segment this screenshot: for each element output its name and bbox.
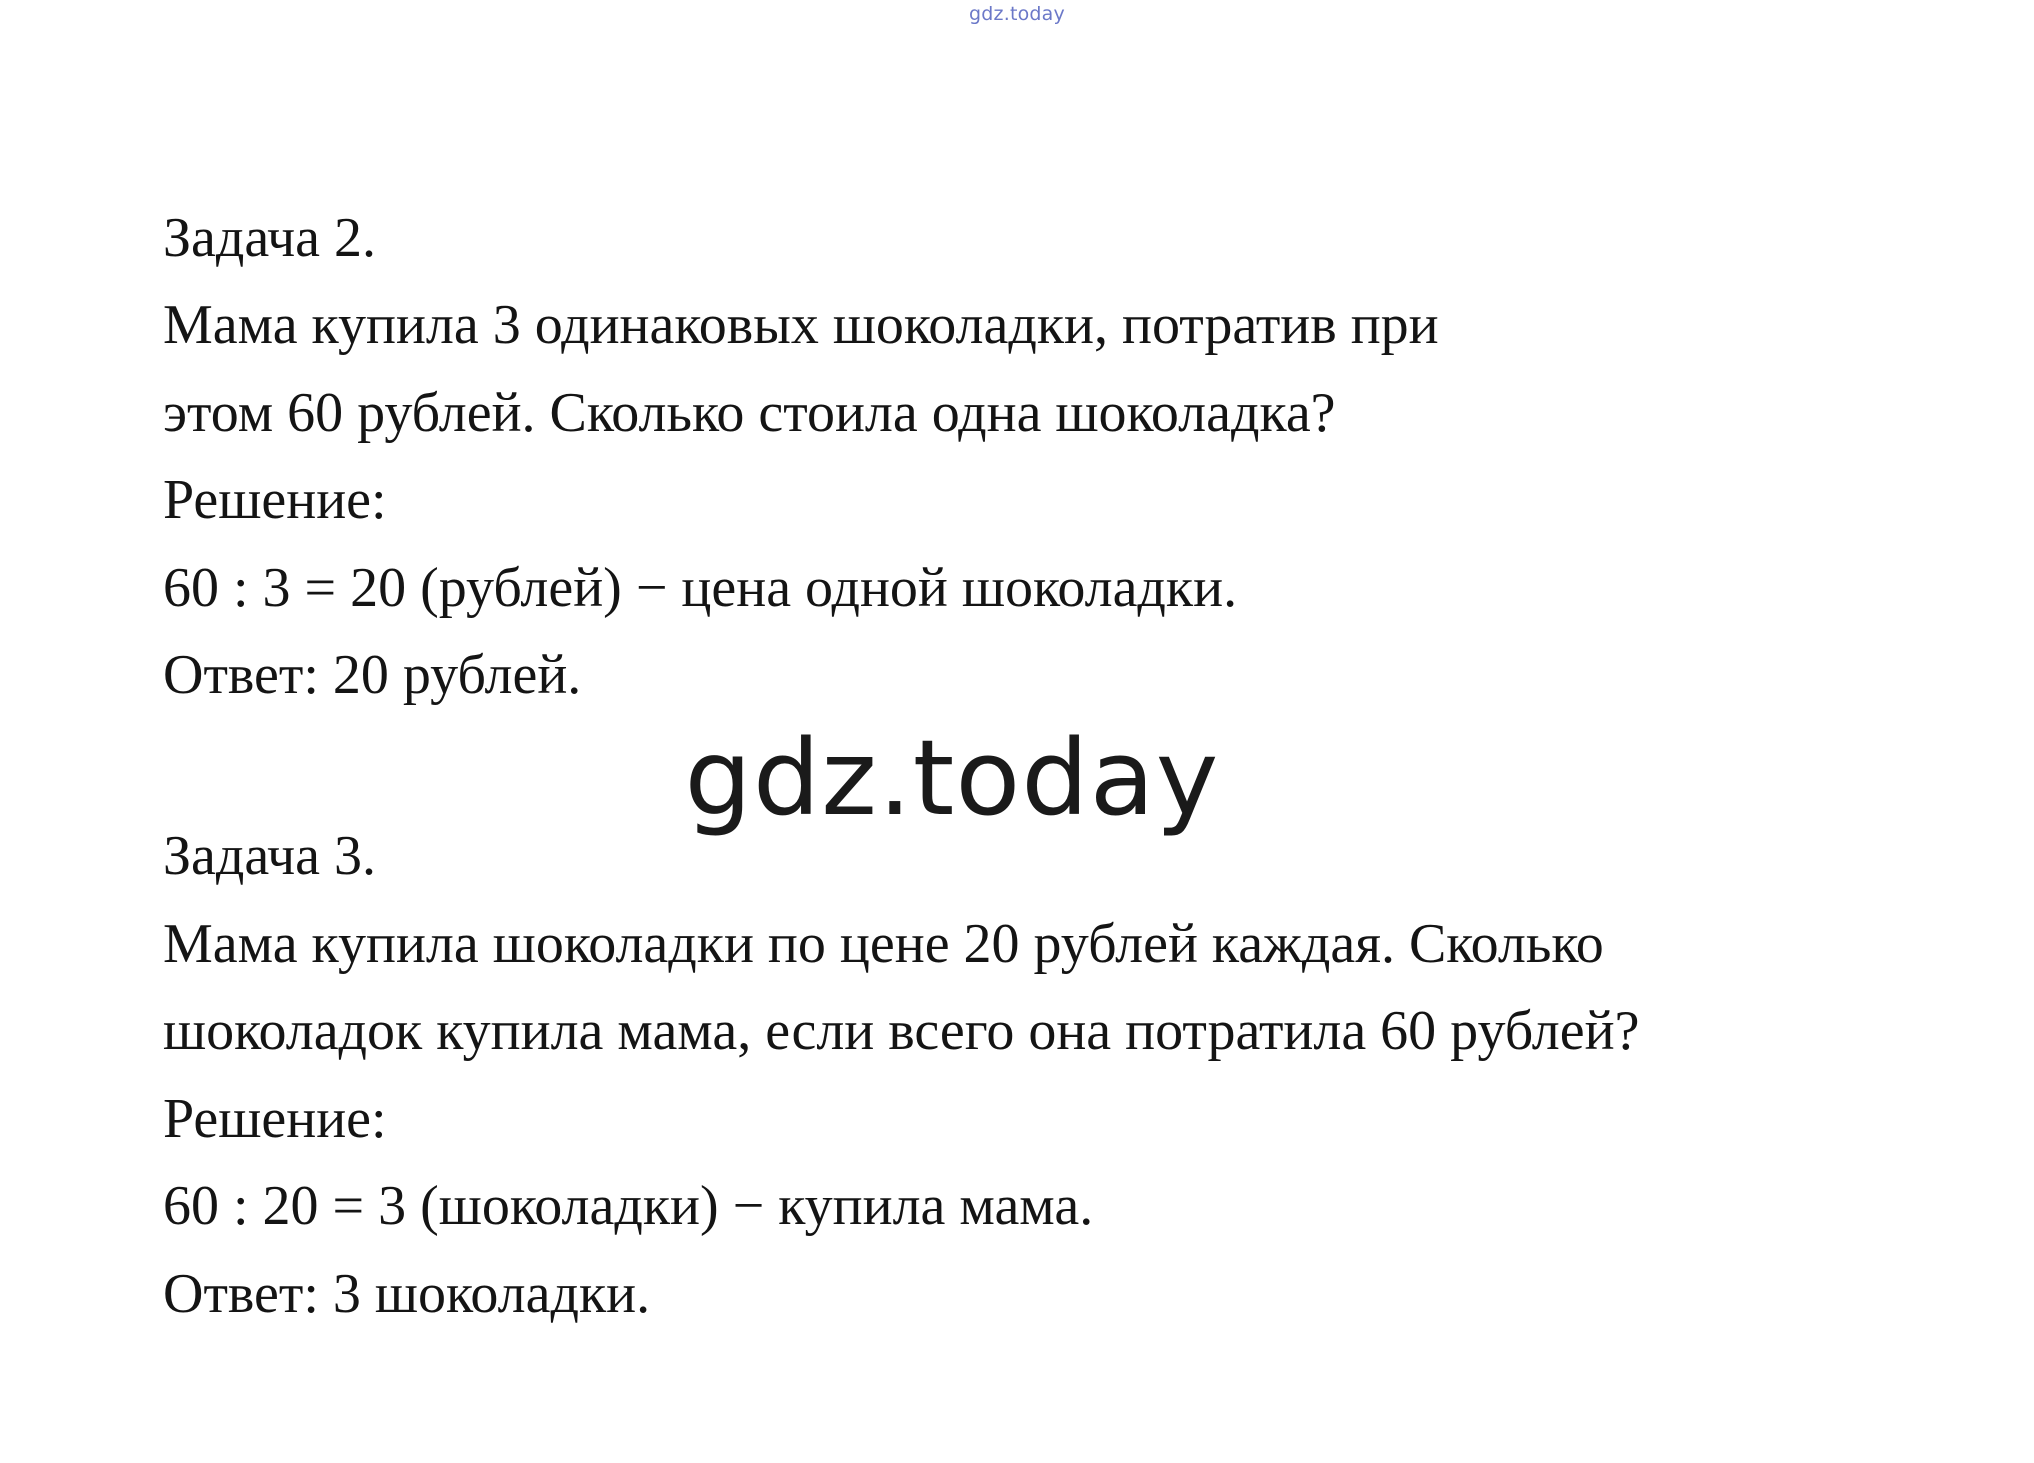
task-3-condition-line-1: Мама купила шоколадки по цене 20 рублей каждая. Сколько [163,913,1604,975]
task-2-condition-line-1: Мама купила 3 одинаковых шоколадки, потратив при [163,294,1439,356]
task-3-solution: 60 : 20 = 3 (шоколадки) − купила мама. [163,1175,1094,1237]
top-watermark: gdz.today [969,3,1065,25]
task-2-solution-label: Решение: [163,469,387,531]
task-3-solution-label: Решение: [163,1088,387,1150]
center-watermark: gdz.today [684,717,1220,839]
task-3-title: Задача 3. [163,825,377,887]
task-2-condition-line-2: этом 60 рублей. Сколько стоила одна шоколадка? [163,382,1336,444]
task-2-answer: Ответ: 20 рублей. [163,644,582,706]
task-2-title: Задача 2. [163,207,377,269]
task-2-solution: 60 : 3 = 20 (рублей) − цена одной шоколадки. [163,557,1238,619]
task-3-condition-line-2: шоколадок купила мама, если всего она потратила 60 рублей? [163,1000,1640,1062]
task-3-answer: Ответ: 3 шоколадки. [163,1263,651,1325]
